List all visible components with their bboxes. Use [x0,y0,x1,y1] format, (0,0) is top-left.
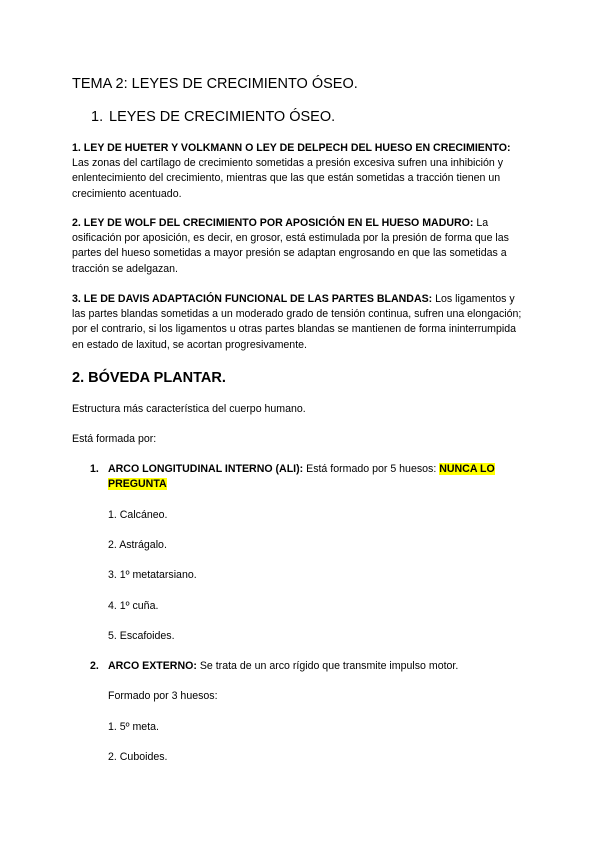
arco2-bone-1: 1. 5º meta. [108,721,159,733]
law-3-title: 3. LE DE DAVIS ADAPTACIÓN FUNCIONAL DE LAS PARTES BLANDAS: [72,293,433,305]
arco2-text: Se trata de un arco rígido que transmite impulso motor. [196,660,459,672]
arco1-bone-3: 3. 1º metatarsiano. [108,569,197,581]
arco1-bone-1: 1. Calcáneo. [108,509,168,521]
arco2-title: ARCO EXTERNO: [108,660,197,672]
law-2-paragraph [72,216,530,277]
arco2-sub: Formado por 3 huesos: [108,690,218,702]
page-title: TEMA 2: LEYES DE CRECIMIENTO ÓSEO. [72,76,358,92]
arco1-line-2 [108,478,167,490]
arco1-bone-5: 5. Escafoides. [108,630,175,642]
section1-number: 1. [91,109,104,125]
section2-heading: 2. BÓVEDA PLANTAR. [72,370,226,386]
arco1-text: Está formado por 5 huesos: [303,463,440,475]
section1-heading: LEYES DE CRECIMIENTO ÓSEO. [109,109,336,125]
section2-intro: Estructura más característica del cuerpo humano. [72,403,306,415]
law-2-title: 2. LEY DE WOLF DEL CRECIMIENTO POR APOSICIÓN EN EL HUESO MADURO: [72,217,474,229]
law-1-paragraph [72,141,530,202]
arco1-line [108,463,495,475]
arco1-highlight-2: PREGUNTA [108,478,167,490]
law-3-text: Los ligamentos y las partes blandas sometidas a un moderado grado de tensión continua, sufren una elongación; por el contrario, si los ligamentos u otras partes blandas se mantienen de forma ininterrumpida en estado de laxitud, se acortan progresivamente. [72,293,522,351]
arco2-number: 2. [90,660,99,672]
law-1-title: 1. LEY DE HUETER Y VOLKMANN O LEY DE DELPECH DEL HUESO EN CRECIMIENTO: [72,142,511,154]
law-2-text: La osificación por aposición, es decir, en grosor, está estimulada por la presión de forma que las partes del hueso sometidas a mayor presión se adaptan engrosando en que las sometidas a tracción se adelgazan. [72,217,509,275]
law-1-text: Las zonas del cartílago de crecimiento sometidas a presión excesiva sufren una inhibición y enlentecimiento del crecimiento, mientras que las que están sometidas a tracción tienen un crecimiento acentuado. [72,157,504,200]
arco1-highlight-1: NUNCA LO [439,463,495,475]
law-3-paragraph [72,292,530,353]
arco1-title: ARCO LONGITUDINAL INTERNO (ALI): [108,463,304,475]
arco1-number: 1. [90,463,99,475]
section2-formed-by: Está formada por: [72,433,157,445]
arco2-line [108,660,458,672]
arco1-bone-4: 4. 1º cuña. [108,600,159,612]
arco1-bone-2: 2. Astrágalo. [108,539,167,551]
arco2-bone-2: 2. Cuboides. [108,751,168,763]
